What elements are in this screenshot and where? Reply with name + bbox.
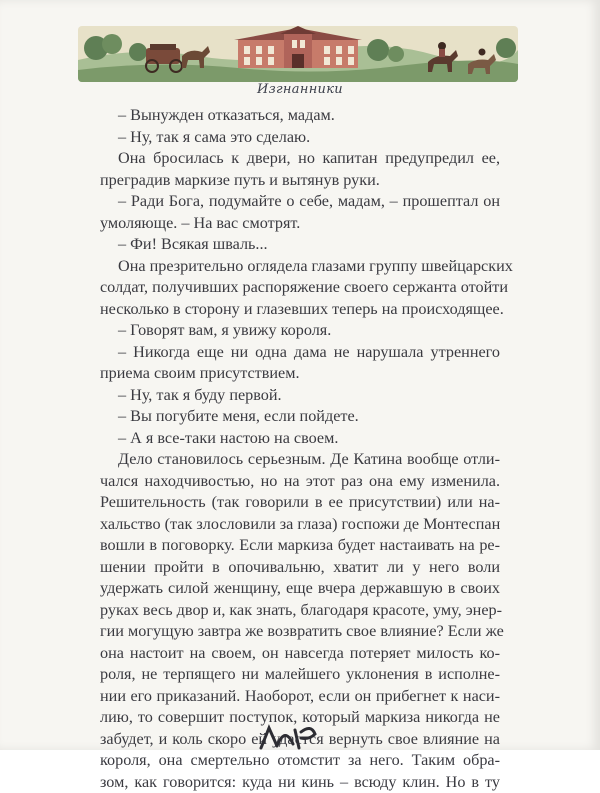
body-text	[100, 105, 500, 793]
text-line: Дело становилось серьезным. Де Катина вообще отли-	[100, 449, 500, 471]
text-line: – Ну, так я буду первой.	[100, 385, 500, 407]
ink-flourish-mark	[255, 722, 325, 750]
text-line: преградив маркизе путь и вытянув руки.	[100, 170, 500, 192]
text-line: приема своим присутствием.	[100, 363, 500, 385]
text-line: – Говорят вам, я увижу короля.	[100, 320, 500, 342]
text-line: гии могущую завтра же возвратить свое влияние? Если же	[100, 621, 500, 643]
text-line: – Вынужден отказаться, мадам.	[100, 105, 500, 127]
text-line: нии его приказаний. Наоборот, если он прибегнет к наси-	[100, 686, 500, 708]
text-line: шении пройти в опочивальню, хватит ли у него воли	[100, 557, 500, 579]
text-line: хальство (так злословили за глаза) госпожи де Монтеспан	[100, 514, 500, 536]
text-line: роля, не терпящего ни малейшего уклонения в исполне-	[100, 664, 500, 686]
text-line: короля, она смертельно отомстит за него. Таким обра-	[100, 750, 500, 772]
text-line: руках весь двор и, как знать, благодаря красоте, уму, энер-	[100, 600, 500, 622]
text-line: – Вы погубите меня, если пойдете.	[100, 406, 500, 428]
carriage-and-chateau-illustration	[78, 26, 518, 82]
text-line: – Ради Бога, подумайте о себе, мадам, – прошептал он	[100, 191, 500, 213]
text-line: умоляюще. – На вас смотрят.	[100, 213, 500, 235]
text-line: Решительность (так говорили в ее присутствии) или на-	[100, 492, 500, 514]
text-line: Она презрительно оглядела глазами группу швейцарских	[100, 256, 500, 278]
text-line: – Никогда еще ни одна дама не нарушала утреннего	[100, 342, 500, 364]
text-line: солдат, получивших распоряжение своего сержанта отойти	[100, 277, 500, 299]
text-line: Она бросилась к двери, но капитан предупредил ее,	[100, 148, 500, 170]
text-line: она настоит на своем, он навсегда потеряет милость ко-	[100, 643, 500, 665]
text-line: чался находчивостью, но на этот раз она ему изменила.	[100, 471, 500, 493]
text-line: – Фи! Всякая шваль...	[100, 234, 500, 256]
text-line: забудет, и коль скоро ей удастся вернуть свое влияние на	[100, 729, 500, 751]
text-line: – Ну, так я сама это сделаю.	[100, 127, 500, 149]
text-line: удержать силой женщину, еще вчера державшую в своих	[100, 578, 500, 600]
text-line: вошли в поговорку. Если маркиза будет настаивать на ре-	[100, 535, 500, 557]
header-illustration	[78, 26, 518, 82]
text-line: зом, как говорится: куда ни кинь – всюду клин. Но в ту	[100, 772, 500, 793]
running-title: Изгнанники	[0, 82, 600, 97]
text-line: лию, то совершит поступок, который маркиза никогда не	[100, 707, 500, 729]
text-line: несколько в сторону и глазевших теперь на происходящее.	[100, 299, 500, 321]
text-line: – А я все-таки настою на своем.	[100, 428, 500, 450]
